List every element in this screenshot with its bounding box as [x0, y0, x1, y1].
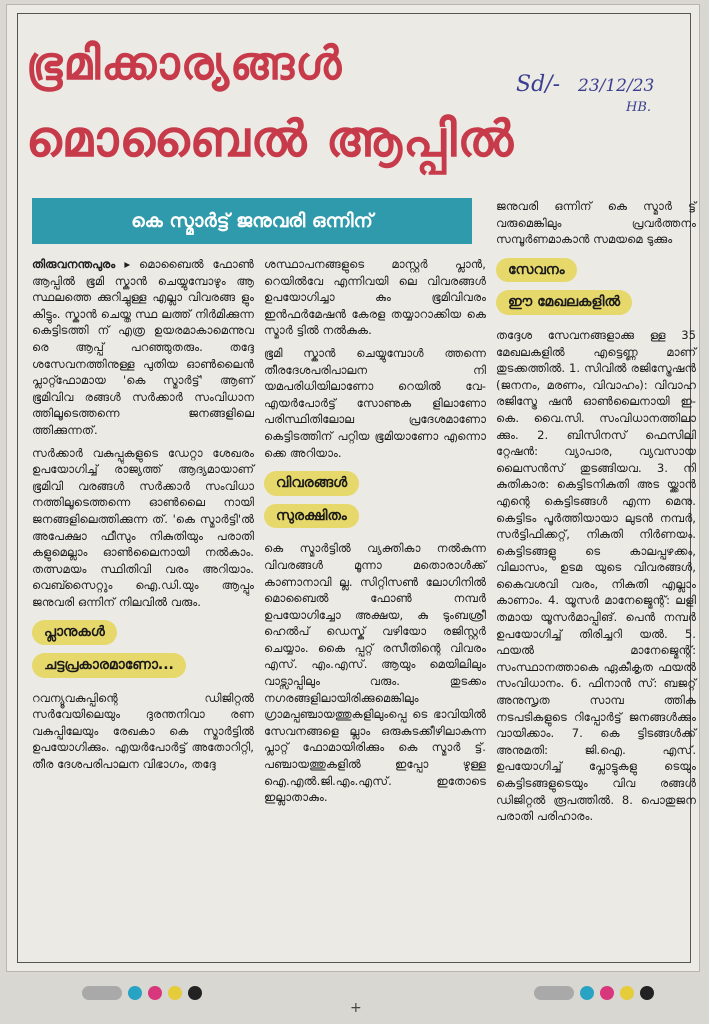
paragraph: ശസ്ഥാപനങ്ങളുടെ മാസ്റ്റർ പ്ലാൻ, റെയിൽവേ എന്നിവയി ലെ വിവരങ്ങൾ ഉപയോഗിച്ചാ കും ഭൂമിവിവരം ഇൻഫർമേഷൻ കേരള തയ്യാറാക്കിയ കെ സ്മാർ ട്ടിൽ നൽകുക. [264, 257, 486, 338]
paragraph [32, 256, 254, 439]
registration-marks-right [534, 986, 654, 1000]
cyan-dot [128, 986, 142, 1000]
black-dot [188, 986, 202, 1000]
yellow-dot [620, 986, 634, 1000]
paragraph: സർക്കാർ വകുപ്പുകളുടെ ഡേറ്റാ ശേഖരം ഉപയോഗിച്ച് രാജ്യത്ത് ആദ്യമായാണ് ഭൂമിവി വരങ്ങൾ സർക്കാർ സംവിധാ നത്തിലൂടെത്തന്നെ ഓൺലൈ നായി ജനങ്ങളിലെത്തിക്കുന്ന ത്. 'കെ സ്മാർട്ടി'ൽ അപേക്ഷാ ഫീസും നികുതിയും പരാതി കളുമെല്ലാം ഓൺലൈനായി നൽകാം. തത്സമയം സ്ഥിതിവി വരം അറിയാം. വെബ്സൈറ്റും ഐ.ഡി.യും ആപ്പും ജനുവരി ഒന്നിന് നിലവിൽ വരും. [32, 445, 254, 609]
section-heading [496, 254, 696, 319]
article-column-2 [264, 256, 486, 812]
subheading-banner: കെ സ്മാർട്ട് ജനുവരി ഒന്നിന് [32, 198, 472, 244]
handwritten-date: 23/12/23 [578, 76, 655, 96]
cyan-dot [580, 986, 594, 1000]
paragraph: തദ്ദേശ സേവനങ്ങളാക്കു ള്ള 35 മേഖലകളിൽ എട്ടെണ്ണ മാണ് തുടക്കത്തിൽ. 1. സിവിൽ രജിസ്ട്രേഷൻ (ജനനം, മരണം, വിവാഹം): വിവാഹ രജിസ്ട്രേ ഷൻ ഓൺലൈനായി ഇ-കെ. വൈ.സി. സംവിധാനത്തിലാ ക്കും. 2. ബിസിനസ് ഫെസിലി റ്റേഷൻ: വ്യാപാര, വ്യവസായ ലൈസൻസ് തുടങ്ങിയവ. 3. നി കുതികാര: കെട്ടിടനികുതി അട യ്ക്കാൻ എന്റെ കെട്ടിടങ്ങൾ എന്ന മെനു. കെട്ടിടം പൂർത്തിയായാ ലുടൻ നമ്പർ, സർട്ടിഫിക്കറ്റ്, നികുതി നിർണയം. കെട്ടിടങ്ങളു ടെ കാലപ്പഴക്കം, വിലാസം, ഉടമ യുടെ വിവരങ്ങൾ, കൈവശവി വരം, നികുതി എല്ലാം കാണാം. 4. യൂസർ മാനേജ്മെന്റ്: ലളി തമായ യൂസർമാപ്പിങ്. പെൻ നമ്പർ ഉപയോഗിച്ച് തിരിച്ചറി യൽ. 5. ഫയൽ മാനേജ്മെന്റ്: സംസ്ഥാനത്താകെ ഏകീകൃത ഫയൽ സംവിധാനം. 6. ഫിനാൻ സ്: ബജറ്റ് അനുസൃത സാമ്പ ത്തിക നടപടികളുടെ റിപ്പോർട്ട് ജനങ്ങൾക്കും വായിക്കാം. 7. കെ ട്ടിടങ്ങൾക്ക് അനുമതി: ജി.ഐ. എസ്. ഉപയോഗിച്ച് പ്ലോട്ടുകളു ടെയും കെട്ടിടങ്ങളുടെയും വിവ രങ്ങൾ ഡിജിറ്റൽ രൂപത്തിൽ. 8. പൊതുജന പരാതി പരിഹാരം. [496, 327, 696, 824]
section-heading [32, 616, 254, 681]
section-heading-line-1: സേവനം [496, 258, 577, 283]
handwritten-initials: HB. [626, 100, 652, 115]
section-heading-line-2: ചട്ടപ്രകാരമാണോ... [32, 653, 186, 678]
newspaper-clipping [6, 4, 700, 972]
section-heading-line-1: പ്ലാനുകൾ [32, 620, 117, 645]
print-registration-strip [0, 986, 709, 1016]
paragraph-text: മൊബൈൽ ഫോൺ ആപ്പിൽ ഭൂമി സ്കാൻ ചെയ്യുമ്പോഴും ആ സ്ഥലത്തെ ക്കുറിച്ചുള്ള എല്ലാ വിവരങ്ങ ളും കിട്ടും. സ്കാൻ ചെയ്ത സ്ഥ ലത്ത് നിർമിക്കുന്ന കെട്ടിടത്തി ന് എത്ര ഉയരമാകാമെന്നുവ രെ ആപ്പ് പറഞ്ഞുതരും. തദ്ദേ ശസേവനത്തിനുള്ള പുതിയ ഓൺലൈൻ പ്ലാറ്റ്ഫോമായ 'കെ സ്മാർട്ട്' ആണ് ഭൂമിവിവ രങ്ങൾ സർക്കാർ സംവിധാന ത്തിലൂടെത്തന്നെ ജനങ്ങളിലെ ത്തിക്കുന്നത്. [32, 257, 254, 437]
dateline: തിരുവനന്തപുരം ▸ [32, 257, 131, 271]
section-heading-line-2: സുരക്ഷിതം [264, 504, 359, 529]
paragraph: ജനുവരി ഒന്നിന് കെ സ്മാർ ട്ട് വരുമെങ്കിലും പ്രവർത്തനം സമ്പൂർണമാകാൻ സമയമെ ടുക്കും [496, 199, 696, 247]
paragraph: റവന്യൂവകുപ്പിന്റെ ഡിജിറ്റൽ സർവേയിലെയും ദുരന്തനിവാ രണ വകുപ്പിലേയും രേഖകാ കെ സ്മാർട്ടിൽ ഉപയോഗിക്കും. എയർപോർട്ട് അതോറിറ്റി, തീര ദേശപരിപാലന വിഭാഗം, തദ്ദേ [32, 690, 254, 772]
section-heading-line-1: വിവരങ്ങൾ [264, 471, 359, 496]
section-heading [264, 467, 486, 532]
magenta-dot [600, 986, 614, 1000]
article-frame [17, 13, 696, 963]
paragraph: ഭൂമി സ്കാൻ ചെയ്യുമ്പോൾ ത്തന്നെ തീരദേശപരിപാലന നി യമപരിധിയിലാണോ റെയിൽ വേ-എയർപോർട്ട് സോണുക ളിലാണോ പരിസ്ഥിതിലോല പ്രദേശമാണോ കെട്ടിടത്തിന് പറ്റിയ ഭൂമിയാണോ എന്നൊ ക്കെ അറിയാം. [264, 345, 486, 460]
handwritten-signature: Sd/- [516, 72, 560, 97]
registration-cross: + [350, 1000, 362, 1016]
article-column-1 [32, 256, 254, 779]
black-dot [640, 986, 654, 1000]
gray-registration-bar [82, 986, 122, 1000]
registration-marks-left [82, 986, 202, 1000]
magenta-dot [148, 986, 162, 1000]
article-column-3 [496, 198, 696, 831]
headline-line-2: മൊബൈൽ ആപ്പിൽ [26, 110, 515, 168]
section-heading-line-2: ഈ മേഖലകളിൽ [496, 290, 632, 315]
headline-line-1: ഭൂമിക്കാര്യങ്ങൾ [26, 36, 343, 90]
paragraph: കെ സ്മാർട്ടിൽ വ്യക്തികാ നൽകുന്ന വിവരങ്ങൾ മൂന്നാ മതൊരാൾക്ക് കാണാനാവി ല്ല. സിറ്റിസൺ ലോഗിനിൽ മൊബൈൽ ഫോൺ നമ്പർ ഉപയോഗിച്ചോ അക്ഷയ, കു ടുംബശ്രീ ഹെൽപ് ഡെസ്ക് വഴിയോ രജിസ്റ്റർ ചെയ്യാം. കൈ പ്പറ്റ് രസീതിന്റെ വിവരം എസ്. എം.എസ്. ആയും മെയിലിലും വാട്സാപ്പിലും വരും. തുടക്കം നഗരങ്ങളിലായിരിക്കുമെങ്കിലും ഗ്രാമപ്പഞ്ചായത്തുകളിലുംപ്പെ ടെ ഭാവിയിൽ സേവനങ്ങളെ ല്ലാം ഒരുകുടക്കീഴിലാകുന്ന പ്ലാറ്റ് ഫോമായിരിക്കും കെ സ്മാർ ട്ട്. പഞ്ചായത്തുകളിൽ ഇപ്പോ ഴുള്ള ഐ.എൽ.ജി.എം.എസ്. ഇതോടെ ഇല്ലാതാകും. [264, 541, 486, 805]
yellow-dot [168, 986, 182, 1000]
gray-registration-bar [534, 986, 574, 1000]
